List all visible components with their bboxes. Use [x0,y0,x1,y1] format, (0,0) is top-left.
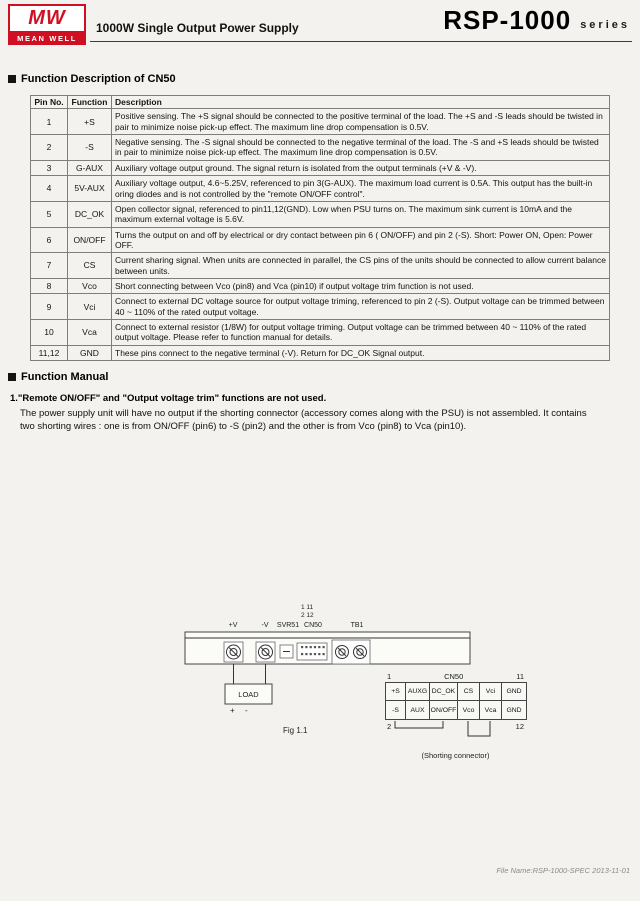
tb1-terminal-block [332,640,370,664]
description-cell: Auxiliary voltage output, 4.6~5.25V, referenced to pin 3(G-AUX). The maximum load current is 0.5A. This output has the built-in oring diodes and is not controlled by the "remote ON/OFF control". [112,176,610,202]
description-cell: Current sharing signal. When units are connected in parallel, the CS pins of the units should be connected to allow current balance between units. [112,253,610,279]
table-row [31,253,610,279]
function-cell: CS [68,253,112,279]
manual-body-line: two shorting wires : one is from ON/OFF (pin6) to -S (pin2) and the other is from Vco (pin8) to Vca (pin10). [20,421,467,432]
pin-cell: 11,12 [31,345,68,360]
function-cell: -S [68,135,112,161]
square-bullet-icon [8,75,16,83]
pin-cell: 7 [31,253,68,279]
product-series-label: series [580,19,630,31]
pin-cell: 3 [31,160,68,175]
function-cell: Vci [68,294,112,320]
description-cell: Negative sensing. The -S signal should be connected to the negative terminal of the load. The -S and +S leads should be twisted in pair to minimize noise pick-up effect. The maximum line drop compensation is 0.5V. [112,135,610,161]
cn50-cell: AUX [406,701,430,719]
shorting-connector-label: (Shorting connector) [421,751,490,760]
table-row [31,176,610,202]
description-cell: Connect to external DC voltage source for output voltage triming, referenced to pin 2 (-S). Output voltage can be trimmed between 40 ~ 110% of the rated output voltage. [112,294,610,320]
section-title: Function Description of CN50 [21,73,176,85]
description-cell: Short connecting between Vco (pin8) and Vca (pin10) if output voltage trim function is not used. [112,279,610,294]
function-cell: GND [68,345,112,360]
load-label: LOAD [238,690,259,699]
cn50-cell: ON/OFF [430,701,458,719]
function-cell: ON/OFF [68,227,112,253]
description-cell: Connect to external resistor (1/8W) for output voltage triming. Output voltage can be trimmed between 40 ~ 110% of the rated output voltage. Please refer to function manual for details. [112,320,610,346]
function-cell: 5V-AUX [68,176,112,202]
function-cell: +S [68,109,112,135]
manual-heading: 1."Remote ON/OFF" and "Output voltage trim" functions are not used. [10,393,327,404]
pin-cell: 1 [31,109,68,135]
document-subtitle: 1000W Single Output Power Supply [96,21,299,35]
cn50-pin-numbers-top: 1 11 [301,604,314,611]
pin-number-11: 11 [516,671,524,681]
label-plus-v: +V [228,622,238,629]
description-cell: Turns the output on and off by electrical or dry contact between pin 6 ( ON/OFF) and pin 2 (-S). Short: Power ON, Open: Power OFF. [112,227,610,253]
table-row [31,279,610,294]
description-cell: Auxiliary voltage output ground. The signal return is isolated from the output terminals (+V & -V). [112,160,610,175]
cn50-connector [297,643,327,660]
cn50-cell: DC_OK [430,683,458,701]
cn50-cell: AUXG [406,683,430,701]
pin-number-12: 12 [515,722,524,731]
svr51-trimmer [280,645,293,658]
header-divider [90,41,632,42]
table-row [31,109,610,135]
function-cell: DC_OK [68,201,112,227]
pin-cell: 6 [31,227,68,253]
cn50-pinout-footer [385,722,526,731]
pin-cell: 8 [31,279,68,294]
product-title [443,7,630,33]
cn50-cell: Vca [480,701,502,719]
pin-number-1: 1 [387,671,392,681]
table-row [31,160,610,175]
load-plus-mark: + [230,706,235,715]
table-row [31,135,610,161]
terminal-minus-v [256,642,275,662]
cn50-cell: CS [458,683,480,701]
cn50-pinout-block [385,670,526,770]
description-cell: These pins connect to the negative terminal (-V). Return for DC_OK Signal output. [112,345,610,360]
cn50-cell: GND [502,683,526,701]
cn50-cell: GND [506,706,522,714]
label-minus-v: -V [261,622,269,629]
meanwell-logo [8,4,86,45]
pin-number-2: 2 [387,722,392,731]
table-row [31,345,610,360]
cn50-title: CN50 [444,671,464,681]
cn50-pin-numbers-bottom: 2 12 [301,612,314,619]
product-name: RSP-1000 [443,5,572,35]
description-cell: Positive sensing. The +S signal should be connected to the positive terminal of the load. The +S and -S leads should be twisted in pair to minimize noise pick-up effect. The maximum line drop compensation is 0.5V. [112,109,610,135]
figure-caption: Fig 1.1 [283,726,308,735]
cn50-pin-table [30,95,610,361]
function-cell: Vca [68,320,112,346]
table-row [31,320,610,346]
pin-cell: 4 [31,176,68,202]
col-header-function: Function [68,96,112,109]
load-minus-mark: - [245,706,248,715]
col-header-pin: Pin No. [31,96,68,109]
table-row [31,227,610,253]
pin-cell: 9 [31,294,68,320]
pin-cell: 2 [31,135,68,161]
label-svr51: SVR51 [276,622,300,629]
logo-brand-band: MEAN WELL [8,31,86,45]
file-name-note: File Name:RSP-1000-SPEC 2013-11-01 [496,866,630,875]
cn50-cell: -S [386,701,406,719]
function-cell: Vco [68,279,112,294]
pin-cell: 10 [31,320,68,346]
section-function-manual [8,371,108,383]
pin-cell: 5 [31,201,68,227]
col-header-description: Description [112,96,610,109]
square-bullet-icon [8,373,16,381]
table-row [31,201,610,227]
cn50-cell: Vco [458,701,480,719]
terminal-plus-v [224,642,243,662]
label-cn50: CN50 [304,622,322,629]
label-tb1: TB1 [350,622,364,629]
manual-body-line: The power supply unit will have no output if the shorting connector (accessory comes along with the PSU) is not assembled. It contains [20,408,587,419]
table-header-row [31,96,610,109]
cn50-pinout-header [385,670,526,682]
section-title: Function Manual [21,371,109,383]
logo-mw-monogram: MW [28,7,66,29]
table-row [31,294,610,320]
cn50-cell: +S [386,683,406,701]
cn50-cell: Vci [480,683,502,701]
description-cell: Open collector signal, referenced to pin11,12(GND). Low when PSU turns on. The maximum sink current is 10mA and the maximum external voltage is 5.6V. [112,201,610,227]
section-function-description [8,73,176,85]
function-cell: G-AUX [68,160,112,175]
cn50-pinout-grid [385,682,527,720]
logo-top [8,4,86,31]
